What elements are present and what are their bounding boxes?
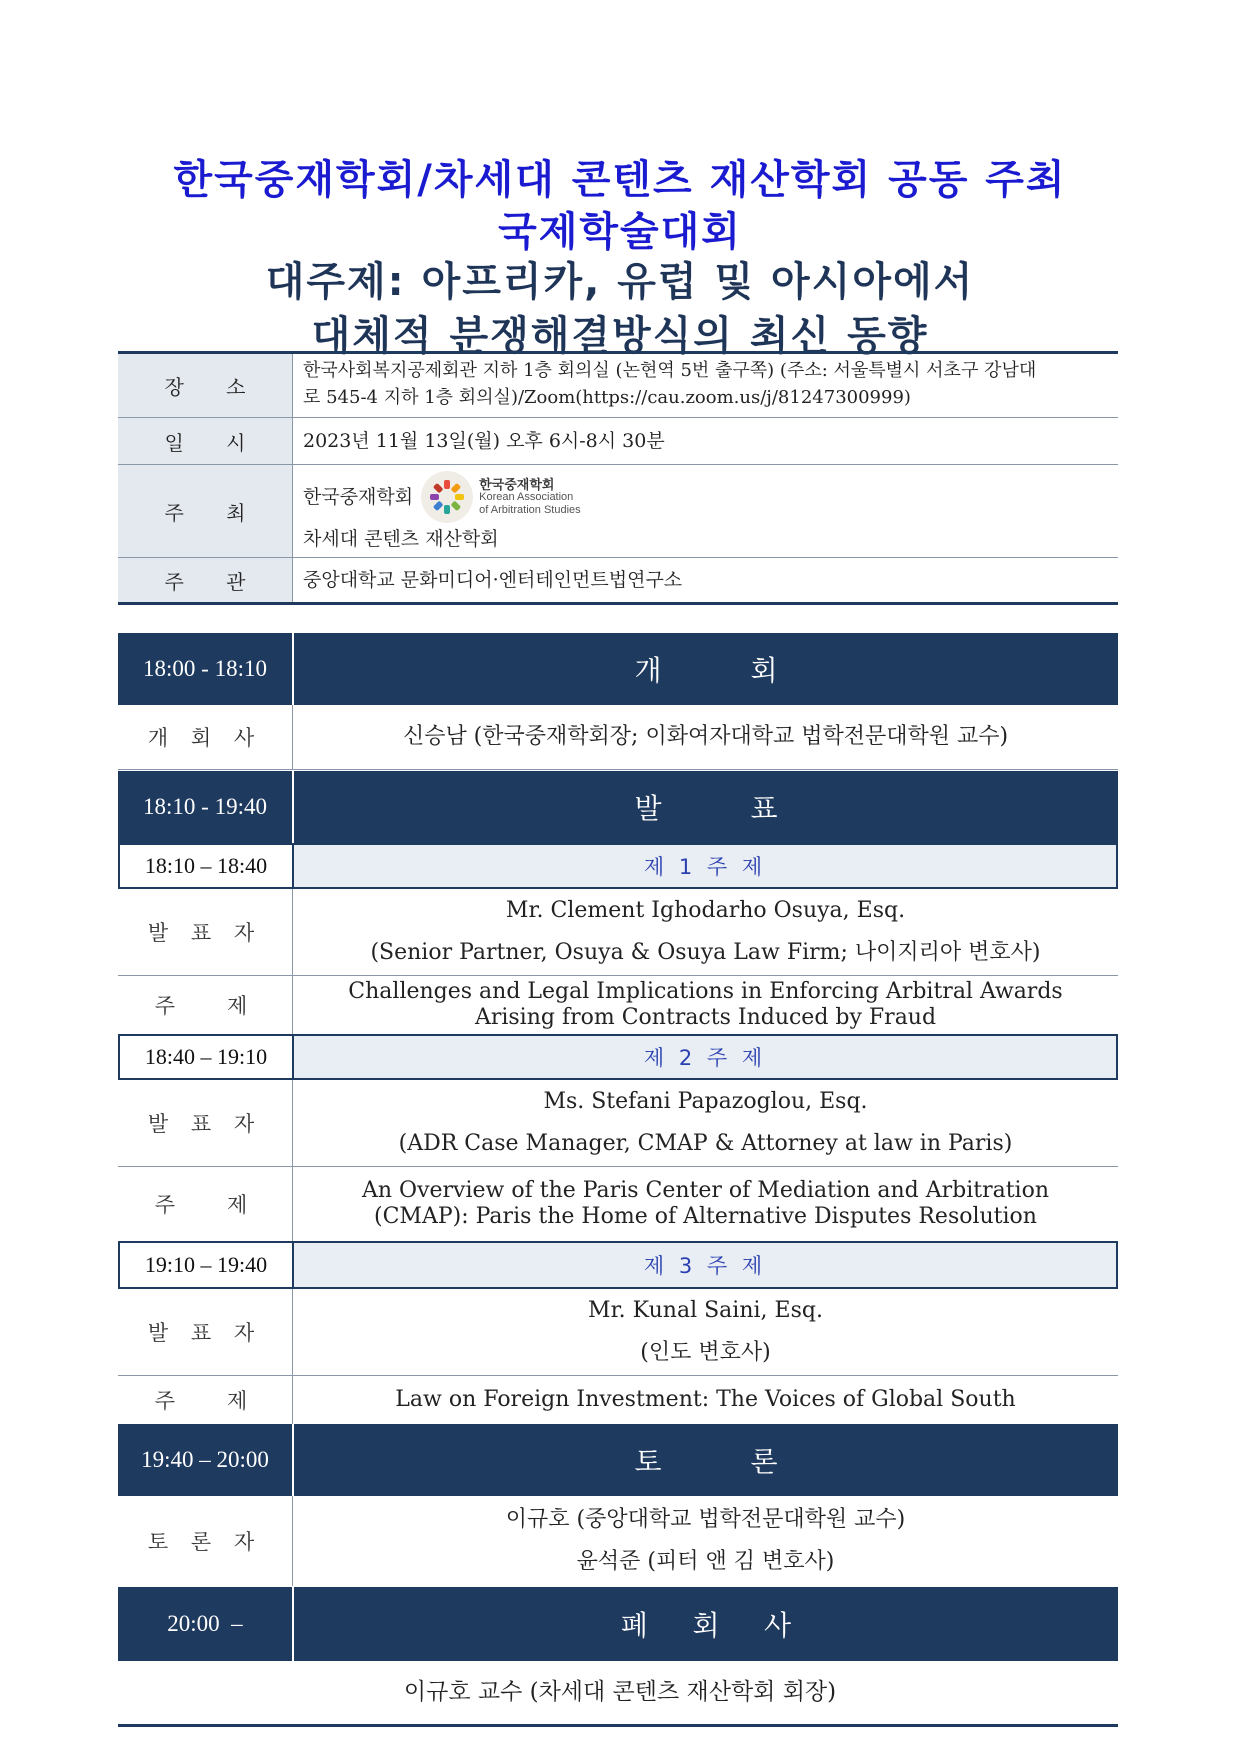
topic-3-subject-line-1: Law on Foreign Investment: The Voices of Global South (395, 1387, 1016, 1412)
date-row (118, 418, 1118, 465)
topic-1-presenter-affiliation: (Senior Partner, Osuya & Osuya Law Firm; 나이지리아 변호사) (370, 940, 1041, 965)
host-2: 차세대 콘텐츠 재산학회 (303, 528, 499, 550)
info-table (118, 351, 1118, 605)
topic-2-subject-label: 주 제 (118, 1167, 293, 1241)
opening-speaker-label: 개 회 사 (118, 705, 293, 769)
topic-2-presenter-row (118, 1080, 1118, 1167)
presentation-time: 18:10 - 19:40 (118, 771, 294, 843)
logo-korean: 한국중재학회 (479, 476, 555, 492)
venue-line-2: 로 545-4 지하 1층 회의실)/Zoom(https://cau.zoom.us/j/81247300999) (303, 387, 911, 408)
topic-3-presenter-row (118, 1289, 1118, 1376)
presentation-title: 발 표 (634, 792, 778, 825)
discussion-time: 19:40 – 20:00 (118, 1424, 294, 1496)
association-logo (421, 471, 581, 523)
organizer-row (118, 558, 1118, 602)
closing-header (118, 1587, 1118, 1661)
host-row (118, 465, 1118, 558)
closing-speaker: 이규호 교수 (차세대 콘텐츠 재산학회 회장) (403, 1679, 837, 1705)
topic-2-presenter-affiliation: (ADR Case Manager, CMAP & Attorney at law in Paris) (398, 1131, 1013, 1156)
discussants-row (118, 1496, 1118, 1586)
topic-1-presenter-label: 발 표 자 (118, 889, 293, 975)
opening-header (118, 633, 1118, 705)
title-line-1: 한국중재학회/차세대 콘텐츠 재산학회 공동 주최 (173, 157, 1067, 203)
host-label: 주 최 (118, 465, 293, 557)
topic-2-time: 18:40 – 19:10 (120, 1036, 294, 1078)
bottom-rule (118, 1724, 1118, 1727)
topic-1-presenter-name: Mr. Clement Ighodarho Osuya, Esq. (505, 898, 906, 923)
opening-title: 개 회 (634, 654, 778, 687)
topic-3-presenter-label: 발 표 자 (118, 1289, 293, 1375)
topic-1-time: 18:10 – 18:40 (120, 845, 294, 887)
topic-1-header (118, 843, 1118, 889)
topic-2-head: 제 2 주 제 (294, 1036, 1116, 1078)
opening-speaker-row (118, 705, 1118, 770)
organizer-label: 주 관 (118, 558, 293, 602)
opening-time: 18:00 - 18:10 (118, 633, 294, 705)
discussion-title: 토 론 (634, 1445, 778, 1478)
topic-3-presenter-affiliation: (인도 변호사) (640, 1340, 771, 1365)
discussion-header (118, 1424, 1118, 1496)
logo-english-2: of Arbitration Studies (479, 503, 581, 516)
topic-1-head: 제 1 주 제 (294, 845, 1116, 887)
logo-english-1: Korean Association (479, 490, 574, 503)
topic-2-subject-line-1: An Overview of the Paris Center of Mediation and Arbitration (361, 1178, 1050, 1203)
date-value: 2023년 11월 13일(월) 오후 6시-8시 30분 (303, 430, 665, 452)
presentation-header (118, 771, 1118, 843)
topic-3-subject-label: 주 제 (118, 1376, 293, 1424)
organizer-value: 중앙대학교 문화미디어·엔터테인먼트법연구소 (303, 569, 683, 591)
title-line-2: 국제학술대회 (498, 209, 742, 255)
discussant-1: 이규호 (중앙대학교 법학전문대학원 교수) (505, 1507, 906, 1532)
topic-1-subject-line-2: Arising from Contracts Induced by Fraud (474, 1005, 937, 1030)
topic-2-presenter-name: Ms. Stefani Papazoglou, Esq. (543, 1089, 868, 1114)
discussant-2: 윤석준 (피터 앤 김 변호사) (576, 1549, 835, 1574)
topic-1-presenter-row (118, 889, 1118, 976)
opening-speaker-value: 신승남 (한국중재학회장; 이화여자대학교 법학전문대학원 교수) (402, 724, 1009, 749)
topic-2-header (118, 1034, 1118, 1080)
host-1: 한국중재학회 (303, 486, 414, 508)
topic-2-subject-row (118, 1167, 1118, 1241)
venue-row (118, 354, 1118, 418)
topic-1-subject-row (118, 976, 1118, 1034)
topic-1-subject-line-1: Challenges and Legal Implications in Enforcing Arbitral Awards (348, 979, 1063, 1004)
discussants-label: 토 론 자 (118, 1496, 293, 1586)
title-line-4: 대체적 분쟁해결방식의 최신 동향 (311, 313, 929, 359)
topic-3-time: 19:10 – 19:40 (120, 1243, 294, 1287)
title-line-3: 대주제: 아프리카, 유럽 및 아시아에서 (265, 259, 975, 305)
association-logo-icon (421, 471, 473, 523)
topic-3-head: 제 3 주 제 (294, 1243, 1116, 1287)
date-label: 일 시 (118, 418, 293, 464)
topic-3-subject-row (118, 1376, 1118, 1424)
closing-title: 폐 회 사 (620, 1609, 792, 1642)
topic-3-header (118, 1241, 1118, 1289)
topic-1-subject-label: 주 제 (118, 976, 293, 1034)
topic-2-subject-line-2: (CMAP): Paris the Home of Alternative Disputes Resolution (374, 1204, 1037, 1229)
closing-time: 20:00 – (118, 1587, 294, 1661)
venue-label: 장 소 (118, 354, 293, 417)
topic-3-presenter-name: Mr. Kunal Saini, Esq. (588, 1298, 823, 1323)
topic-2-presenter-label: 발 표 자 (118, 1080, 293, 1166)
venue-line-1: 한국사회복지공제회관 지하 1층 회의실 (논현역 5번 출구쪽) (주소: 서울특별시 서초구 강남대 (303, 360, 1037, 381)
